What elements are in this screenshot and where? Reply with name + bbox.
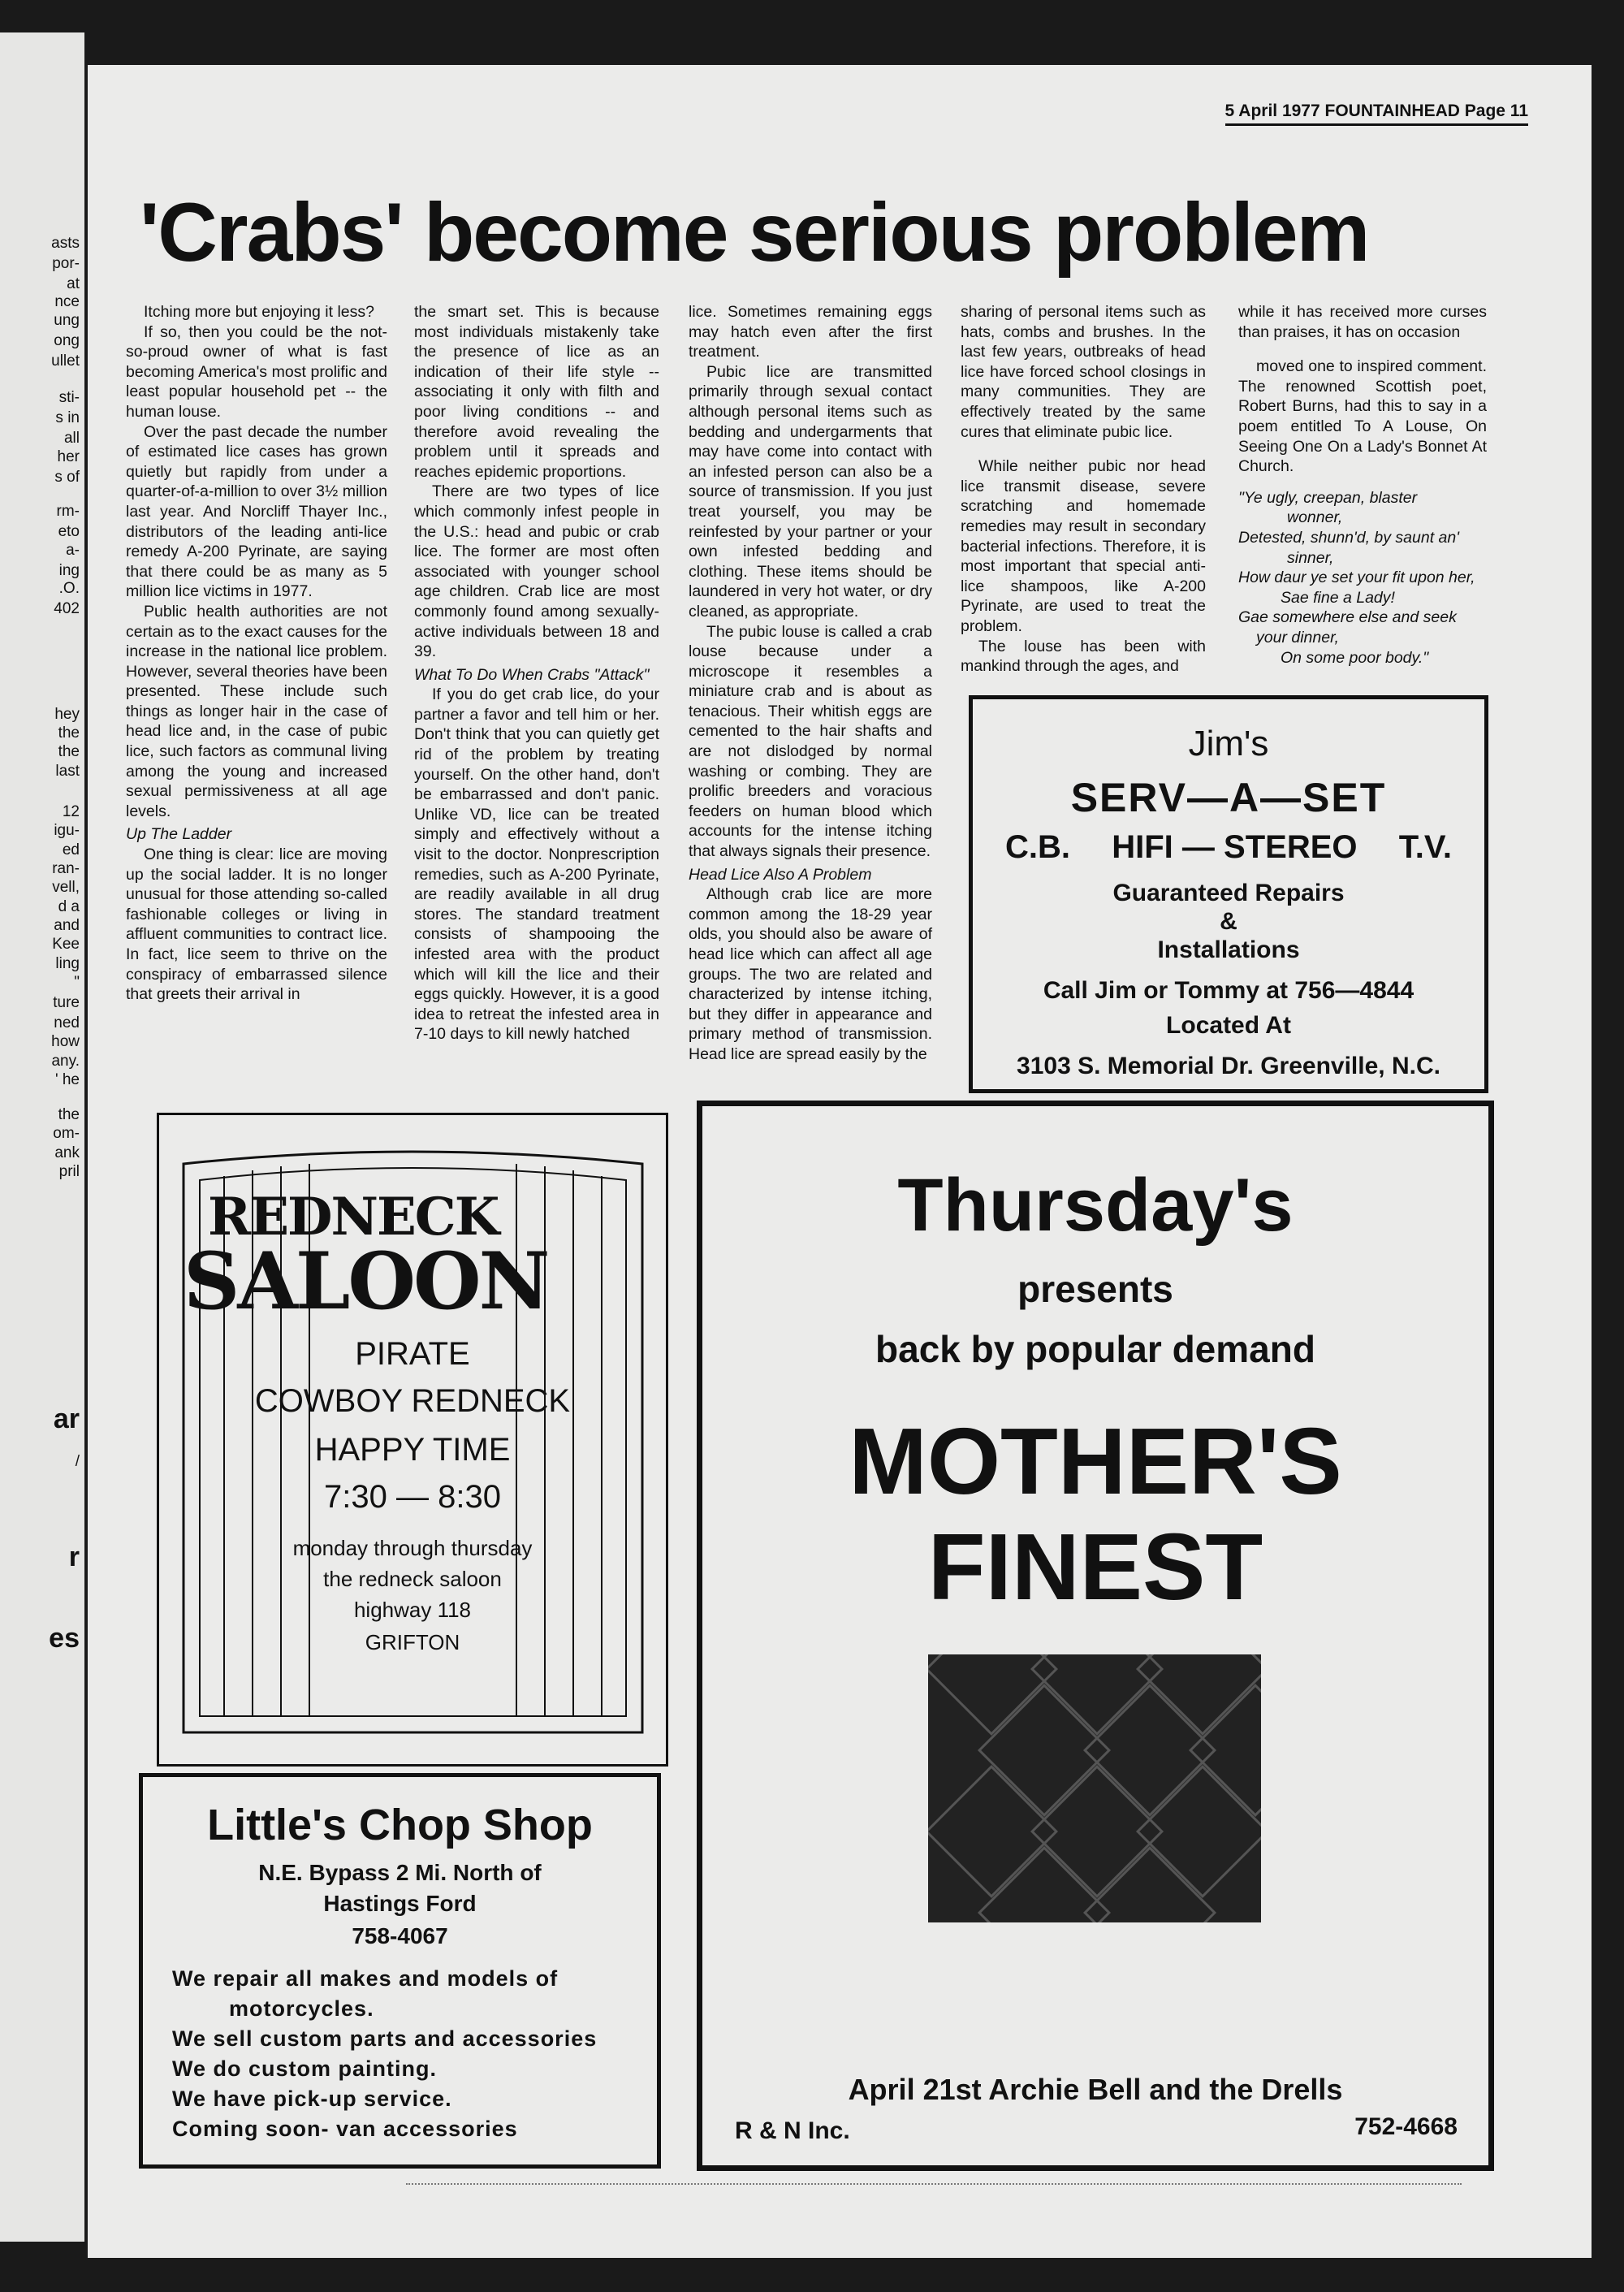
ad-text: We do custom painting. [172, 2056, 438, 2081]
article-column-5 [1238, 302, 1487, 668]
adjacent-page-text-fragment: s in [55, 409, 80, 426]
ad-upcoming: April 21st Archie Bell and the Drells [848, 2073, 1343, 2106]
paragraph: While neither pubic nor head lice transmit disease, severe scratching and homemade remedies may result in secondary bacterial infections. Therefore, it is most important that special anti-lice shampoos, like A-200 Pyrinate, are used to treat the problem. [961, 457, 1206, 635]
adjacent-page-text-fragment: asts [51, 235, 80, 252]
service-item: HIFI — STEREO [1112, 829, 1358, 865]
ad-text: highway 118 [353, 1598, 472, 1622]
adjacent-page-text-fragment: pril [58, 1163, 80, 1180]
ad-company: R & N Inc. [735, 2117, 850, 2144]
adjacent-page-text-fragment: the [58, 1106, 80, 1123]
adjacent-page-text-fragment: last [55, 763, 80, 780]
poem-line: Sae fine a Lady! [1281, 588, 1395, 607]
adjacent-page-text-fragment: rm- [56, 503, 80, 520]
adjacent-page-text-fragment: a- [66, 542, 80, 559]
adjacent-page-text-fragment: how [51, 1033, 80, 1050]
saloon-logo-line1: REDNECK [208, 1187, 499, 1248]
adjacent-page-text-fragment: hey [54, 706, 80, 723]
poem-line: Detested, shunn'd, by saunt an' [1238, 528, 1459, 547]
poem-line: wonner, [1287, 508, 1343, 527]
adjacent-page-text-fragment: ' he [54, 1071, 80, 1088]
subheading: Up The Ladder [126, 825, 232, 844]
adjacent-page-text-fragment: the [58, 724, 80, 742]
ad-text: COWBOY REDNECK [254, 1383, 571, 1419]
adjacent-page-text-fragment: ank [54, 1144, 80, 1161]
paragraph: lice. Sometimes remaining eggs may hatch even after the first treatment. [689, 303, 932, 361]
poem [1238, 488, 1487, 668]
ad-text: motorcycles. [229, 1996, 374, 2021]
paragraph: If so, then you could be the not-so-proud owner of what is fast becoming America's most prolific and least popular household pet -- the human louse. [126, 322, 387, 421]
ad-services-list [172, 1964, 597, 2144]
paragraph: Public health authorities are not certain as to the exact causes for the increase in the national lice problem. However, several theories have been presented. These include such things as longer hair in the case of head lice and, in the case of pubic lice, such factors as communal living among the young and increased sexual permissiveness at all age levels. [126, 602, 387, 820]
adjacent-page-text-fragment: " [74, 974, 80, 991]
ad-text: Installations [1157, 936, 1300, 963]
adjacent-page-text-fragment: d a [58, 898, 80, 915]
service-item: C.B. [1005, 829, 1070, 865]
paragraph: One thing is clear: lice are moving up the social ladder. It is no longer unusual for those attending so-called fashionable colleges or living in affluent communities to contract lice. In fact, lice seem to thrive on the conspiracy of embarrassed silence that greets their arrival in [126, 845, 387, 1004]
ad-text: & [1220, 908, 1237, 935]
paragraph: the smart set. This is because most individuals mistakenly take the presence of lice as an indication of their life style -- associating it only with filth and poor living conditions -- and therefore avoid revealing the problem until it spreads and reaches epidemic proportions. [414, 303, 659, 481]
adjacent-page-text-fragment: ullet [51, 352, 80, 370]
ad-text: Coming soon- van accessories [172, 2117, 518, 2141]
poem-line: Gae somewhere else and seek [1238, 608, 1457, 627]
adjacent-page-text-fragment: s of [54, 469, 80, 486]
article-column-3 [689, 302, 932, 1065]
adjacent-page-text-fragment: ling [55, 955, 80, 972]
paragraph: Over the past decade the number of estimated lice cases has grown quietly but rapidly from under a quarter-of-a-million to over 3½ million last year. And Norcliff Thayer Inc., distributors of the leading anti-lice remedy A-200 Pyrinate, are saying that there could be as many as 5 million lice victims in 1977. [126, 422, 387, 601]
paragraph: The louse has been with mankind through the ages, and [961, 637, 1206, 676]
ad-text: the redneck saloon [323, 1567, 502, 1591]
poem-line: How daur ye set your fit upon her, [1238, 569, 1475, 587]
subheading: Head Lice Also A Problem [689, 865, 872, 884]
adjacent-page-text-fragment: ed [62, 841, 80, 858]
poem-line: On some poor body." [1281, 648, 1429, 667]
band-name-line1: MOTHER'S [849, 1408, 1342, 1514]
ad-text: Located At [1166, 1012, 1291, 1039]
poem-line: your dinner, [1256, 628, 1339, 647]
ad-text: GRIFTON [365, 1630, 460, 1654]
ad-text: 7:30 — 8:30 [324, 1479, 501, 1515]
adjacent-page-text-fragment: 402 [54, 600, 80, 617]
ad-text: We repair all makes and models of [172, 1966, 559, 1991]
adjacent-page-text-fragment: ran- [52, 860, 80, 877]
ad-phone: Call Jim or Tommy at 756—4844 [1043, 977, 1415, 1004]
adjacent-page-text-fragment: por- [52, 255, 80, 272]
adjacent-page-text-fragment: .O. [58, 580, 80, 597]
adjacent-page-text-fragment: ture [53, 994, 80, 1011]
adjacent-page-strip [0, 32, 84, 2242]
band-photo [928, 1654, 1261, 1922]
ad-redneck-saloon [157, 1113, 668, 1767]
subheading: What To Do When Crabs "Attack" [414, 665, 650, 684]
adjacent-page-text-fragment: es [49, 1623, 80, 1654]
ad-text: We sell custom parts and accessories [172, 2026, 598, 2051]
ad-text: PIRATE [355, 1336, 470, 1372]
paragraph: Although crab lice are more common among the 18-29 year olds, you should also be aware of head lice which can affect all age groups. The two are related and characterized by intense itching, but they differ in appearance and primary method of transmission. Head lice are spread easily by the [689, 885, 932, 1063]
ad-text: Hastings Ford [323, 1891, 477, 1916]
adjacent-page-text-fragment: ar [53, 1403, 80, 1434]
adjacent-page-text-fragment: sti- [58, 389, 80, 406]
adjacent-page-text-fragment: ing [58, 562, 80, 579]
adjacent-page-text-fragment: / [75, 1453, 80, 1470]
adjacent-page-text-fragment: nce [54, 293, 80, 310]
service-item: T.V. [1398, 829, 1452, 865]
ad-title: Jim's [1188, 724, 1269, 763]
paragraph: sharing of personal items such as hats, combs and brushes. In the last few years, outbreaks of head lice have forced school closings in many communities. They are effectively treated by the same cures that eliminate pubic lice. [961, 303, 1206, 441]
paragraph: The pubic louse is called a crab louse because under a microscope it resembles a miniature crab and is about as tenacious. Their whitish eggs are cemented to the hair shafts and are not dislodged by normal washing or combing. They are prolific breeders and voracious feeders on human blood which accounts for the intense itching that always signals their presence. [689, 622, 932, 861]
article-column-1 [126, 302, 387, 1005]
adjacent-page-text-fragment: r [68, 1542, 80, 1572]
adjacent-page-text-fragment: ung [54, 312, 80, 329]
adjacent-page-text-fragment: her [57, 448, 80, 465]
adjacent-page-text-fragment: eto [58, 523, 80, 540]
bottom-rule [406, 2183, 1462, 2185]
ad-text: back by popular demand [875, 1328, 1315, 1370]
adjacent-page-text-fragment: any. [51, 1053, 80, 1070]
adjacent-page-text-fragment: vell, [52, 879, 80, 896]
adjacent-page-text-fragment: om- [53, 1125, 80, 1142]
ad-phone: 758-4067 [352, 1923, 448, 1948]
ad-address: 3103 S. Memorial Dr. Greenville, N.C. [1017, 1053, 1440, 1079]
adjacent-page-text-fragment: and [54, 917, 80, 934]
paragraph: while it has received more curses than praises, it has on occasion [1238, 303, 1487, 341]
adjacent-page-text-fragment: the [58, 743, 80, 760]
paragraph: moved one to inspired comment. The renowned Scottish poet, Robert Burns, had this to say in a poem entitled To A Louse, On Seeing One On a Lady's Bonnet At Church. [1238, 357, 1487, 476]
ad-jims-serv-a-set [969, 695, 1488, 1093]
ad-text: We have pick-up service. [172, 2087, 452, 2111]
adjacent-page-text-fragment: all [63, 430, 80, 447]
ad-littles-chop-shop [139, 1773, 661, 2169]
paragraph: Pubic lice are transmitted primarily through sexual contact although personal items such as bedding and undergarments that may have come into contact with an infested person can also be a source of transmission. If you just treat yourself, you may be reinfested by your partner or your own infested bedding and clothing. These items should be laundered in very hot water, or dry cleaned, as appropriate. [689, 362, 932, 621]
ad-thursdays [697, 1101, 1494, 2171]
ad-text: Guaranteed Repairs [1112, 880, 1345, 906]
adjacent-page-text-fragment: ned [54, 1014, 80, 1031]
adjacent-page-text-fragment: Kee [52, 936, 80, 953]
ad-text: HAPPY TIME [314, 1432, 511, 1468]
poem-line: "Ye ugly, creepan, blaster [1238, 488, 1418, 507]
adjacent-page-text-fragment: 12 [62, 803, 80, 820]
paragraph: There are two types of lice which commonly infest people in the U.S.: head and pubic or crab lice. The former are most often associated with younger school age children. Crab lice are most commonly found among sexually-active individuals between 18 and 39. [414, 482, 659, 661]
ad-title: Thursday's [897, 1164, 1294, 1247]
poem-line: sinner, [1287, 548, 1334, 567]
ad-text: monday through thursday [292, 1536, 533, 1560]
headline: 'Crabs' become serious problem [140, 186, 1369, 279]
page-header: 5 April 1977 FOUNTAINHEAD Page 11 [1225, 102, 1528, 126]
ad-text: presents [1017, 1268, 1173, 1310]
paragraph: If you do get crab lice, do your partner a favor and tell him or her. Don't think that you can quietly get rid of the problem by treating yourself. On the other hand, don't be embarrassed and don't panic. Unlike VD, lice can be treated simply and effectively without a visit to the doctor. Nonprescription remedies, such as A-200 Pyrinate, are readily available in all drug stores. The standard treatment consists of shampooing the infested area with the product which will kill the lice and their eggs quickly. However, it is a good idea to retreat the infested area in 7-10 days to kill newly hatched [414, 685, 659, 1044]
band-name-line2: FINEST [927, 1514, 1263, 1620]
paragraph: Itching more but enjoying it less? [144, 303, 374, 321]
article-column-4 [961, 302, 1206, 677]
adjacent-page-text-fragment: at [67, 275, 80, 292]
services-row [1005, 829, 1452, 866]
ad-text: N.E. Bypass 2 Mi. North of [258, 1860, 542, 1885]
adjacent-page-text-fragment: ong [54, 332, 80, 349]
adjacent-page-text-fragment: igu- [54, 822, 80, 839]
ad-phone: 752-4668 [1354, 2113, 1458, 2140]
saloon-logo-line2: SALOON [184, 1235, 548, 1327]
ad-title: Little's Chop Shop [207, 1801, 593, 1849]
article-column-2 [414, 302, 659, 1044]
ad-name: SERV—A—SET [1070, 775, 1387, 820]
